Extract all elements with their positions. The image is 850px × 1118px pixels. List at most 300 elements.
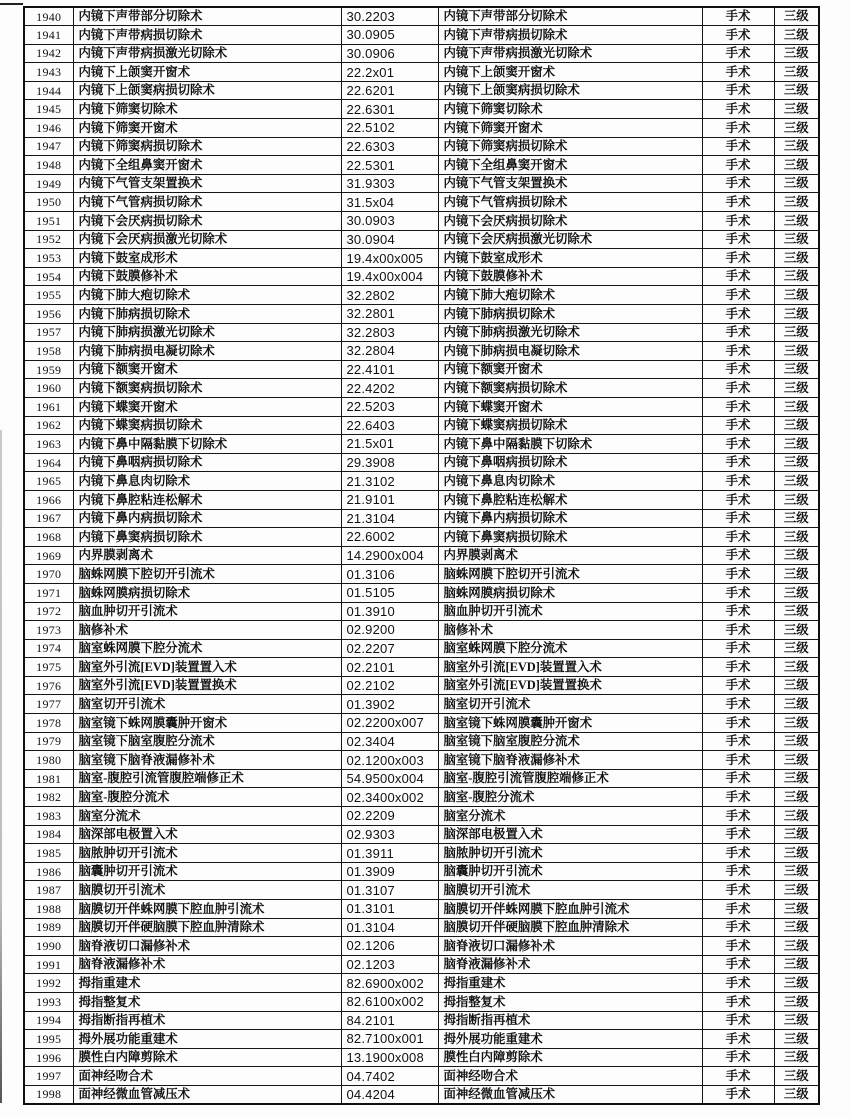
table-row — [24, 63, 819, 82]
table-row — [24, 230, 819, 249]
procedure-name-cell: 内镜下上颌窦开窗术 — [73, 63, 341, 82]
table-row — [24, 676, 819, 695]
level-cell: 三级 — [774, 230, 819, 249]
procedure-table-body — [24, 7, 819, 1104]
category-cell: 手术 — [702, 1011, 774, 1030]
procedure-name-cell: 面神经微血管减压术 — [73, 1085, 341, 1104]
category-cell: 手术 — [702, 658, 774, 677]
level-cell: 三级 — [774, 342, 819, 361]
procedure-name-cell: 内镜下全组鼻窦开窗术 — [73, 156, 341, 175]
category-cell: 手术 — [702, 286, 774, 305]
row-number-cell: 1993 — [24, 992, 73, 1011]
row-number-cell: 1960 — [24, 379, 73, 398]
procedure-code-cell: 22.6201 — [341, 81, 438, 100]
procedure-code-cell: 82.7100x001 — [341, 1030, 438, 1049]
category-cell: 手术 — [702, 509, 774, 528]
table-row — [24, 844, 819, 863]
procedure-name-cell: 拇指重建术 — [73, 974, 341, 993]
table-row — [24, 156, 819, 175]
procedure-code-cell: 02.2200x007 — [341, 714, 438, 733]
procedure-name-repeat-cell: 内镜下气管支架置换术 — [438, 174, 702, 193]
table-row — [24, 193, 819, 212]
row-number-cell: 1977 — [24, 695, 73, 714]
procedure-name-repeat-cell: 拇指断指再植术 — [438, 1011, 702, 1030]
category-cell: 手术 — [702, 621, 774, 640]
procedure-name-repeat-cell: 内镜下全组鼻窦开窗术 — [438, 156, 702, 175]
row-number-cell: 1971 — [24, 583, 73, 602]
scan-artifact-top-line — [0, 3, 23, 5]
procedure-code-cell: 32.2803 — [341, 323, 438, 342]
level-cell: 三级 — [774, 583, 819, 602]
row-number-cell: 1976 — [24, 676, 73, 695]
procedure-code-cell: 29.3908 — [341, 453, 438, 472]
table-row — [24, 602, 819, 621]
level-cell: 三级 — [774, 900, 819, 919]
procedure-code-cell: 04.4204 — [341, 1085, 438, 1104]
procedure-code-cell: 13.1900x008 — [341, 1048, 438, 1067]
row-number-cell: 1988 — [24, 900, 73, 919]
level-cell: 三级 — [774, 44, 819, 63]
procedure-name-cell: 内镜下上颌窦病损切除术 — [73, 81, 341, 100]
procedure-name-repeat-cell: 脑室切开引流术 — [438, 695, 702, 714]
category-cell: 手术 — [702, 881, 774, 900]
table-row — [24, 26, 819, 45]
category-cell: 手术 — [702, 156, 774, 175]
procedure-name-cell: 脑室镜下脑脊液漏修补术 — [73, 751, 341, 770]
procedure-name-cell: 内镜下肺大疱切除术 — [73, 286, 341, 305]
category-cell: 手术 — [702, 565, 774, 584]
level-cell: 三级 — [774, 453, 819, 472]
procedure-code-cell: 01.3107 — [341, 881, 438, 900]
row-number-cell: 1967 — [24, 509, 73, 528]
table-row — [24, 769, 819, 788]
table-row — [24, 323, 819, 342]
procedure-name-cell: 内镜下蝶窦开窗术 — [73, 397, 341, 416]
procedure-code-cell: 01.3106 — [341, 565, 438, 584]
table-row — [24, 174, 819, 193]
procedure-name-cell: 脑囊肿切开引流术 — [73, 862, 341, 881]
procedure-name-repeat-cell: 内镜下鼓室成形术 — [438, 249, 702, 268]
procedure-name-repeat-cell: 拇指重建术 — [438, 974, 702, 993]
level-cell: 三级 — [774, 435, 819, 454]
category-cell: 手术 — [702, 435, 774, 454]
procedure-name-repeat-cell: 膜性白内障剪除术 — [438, 1048, 702, 1067]
level-cell: 三级 — [774, 714, 819, 733]
row-number-cell: 1998 — [24, 1085, 73, 1104]
row-number-cell: 1940 — [24, 7, 73, 26]
procedure-name-cell: 脑蛛网膜病损切除术 — [73, 583, 341, 602]
procedure-name-repeat-cell: 内镜下额窦病损切除术 — [438, 379, 702, 398]
procedure-code-cell: 02.1206 — [341, 937, 438, 956]
row-number-cell: 1973 — [24, 621, 73, 640]
level-cell: 三级 — [774, 193, 819, 212]
procedure-name-repeat-cell: 面神经微血管减压术 — [438, 1085, 702, 1104]
procedure-name-repeat-cell: 脑脓肿切开引流术 — [438, 844, 702, 863]
row-number-cell: 1964 — [24, 453, 73, 472]
procedure-name-cell: 脑深部电极置入术 — [73, 825, 341, 844]
level-cell: 三级 — [774, 844, 819, 863]
row-number-cell: 1951 — [24, 212, 73, 231]
table-row — [24, 1067, 819, 1086]
category-cell: 手术 — [702, 937, 774, 956]
category-cell: 手术 — [702, 788, 774, 807]
category-cell: 手术 — [702, 583, 774, 602]
procedure-name-cell: 脑室外引流[EVD]装置置入术 — [73, 658, 341, 677]
table-row — [24, 825, 819, 844]
procedure-code-cell: 02.2101 — [341, 658, 438, 677]
procedure-name-repeat-cell: 脑膜切开伴硬脑膜下腔血肿清除术 — [438, 918, 702, 937]
procedure-name-cell: 内镜下会厌病损切除术 — [73, 212, 341, 231]
scan-artifact-left-edge — [0, 430, 2, 1103]
level-cell: 三级 — [774, 546, 819, 565]
level-cell: 三级 — [774, 788, 819, 807]
procedure-code-cell: 82.6900x002 — [341, 974, 438, 993]
row-number-cell: 1970 — [24, 565, 73, 584]
category-cell: 手术 — [702, 955, 774, 974]
table-row — [24, 7, 819, 26]
procedure-name-cell: 内镜下声带病损切除术 — [73, 26, 341, 45]
procedure-name-repeat-cell: 脑蛛网膜下腔切开引流术 — [438, 565, 702, 584]
category-cell: 手术 — [702, 714, 774, 733]
procedure-code-cell: 22.2x01 — [341, 63, 438, 82]
row-number-cell: 1996 — [24, 1048, 73, 1067]
table-row — [24, 267, 819, 286]
procedure-name-repeat-cell: 脑室镜下蛛网膜囊肿开窗术 — [438, 714, 702, 733]
level-cell: 三级 — [774, 881, 819, 900]
level-cell: 三级 — [774, 1067, 819, 1086]
category-cell: 手术 — [702, 602, 774, 621]
procedure-code-cell: 30.0906 — [341, 44, 438, 63]
table-row — [24, 621, 819, 640]
row-number-cell: 1987 — [24, 881, 73, 900]
procedure-name-cell: 脑室镜下蛛网膜囊肿开窗术 — [73, 714, 341, 733]
category-cell: 手术 — [702, 1085, 774, 1104]
procedure-table — [23, 6, 820, 1105]
table-row — [24, 714, 819, 733]
table-row — [24, 100, 819, 119]
procedure-code-cell: 21.9101 — [341, 490, 438, 509]
procedure-code-cell: 31.5x04 — [341, 193, 438, 212]
category-cell: 手术 — [702, 974, 774, 993]
procedure-code-cell: 22.6403 — [341, 416, 438, 435]
table-row — [24, 1048, 819, 1067]
procedure-code-cell: 02.2209 — [341, 807, 438, 826]
row-number-cell: 1978 — [24, 714, 73, 733]
table-row — [24, 937, 819, 956]
row-number-cell: 1982 — [24, 788, 73, 807]
row-number-cell: 1946 — [24, 119, 73, 138]
procedure-code-cell: 22.6303 — [341, 137, 438, 156]
row-number-cell: 1968 — [24, 528, 73, 547]
procedure-name-repeat-cell: 内镜下筛窦开窗术 — [438, 119, 702, 138]
category-cell: 手术 — [702, 174, 774, 193]
procedure-name-repeat-cell: 拇外展功能重建术 — [438, 1030, 702, 1049]
procedure-name-cell: 内镜下鼓室成形术 — [73, 249, 341, 268]
row-number-cell: 1956 — [24, 305, 73, 324]
procedure-code-cell: 02.3400x002 — [341, 788, 438, 807]
procedure-code-cell: 22.4101 — [341, 360, 438, 379]
category-cell: 手术 — [702, 100, 774, 119]
level-cell: 三级 — [774, 955, 819, 974]
level-cell: 三级 — [774, 751, 819, 770]
category-cell: 手术 — [702, 844, 774, 863]
category-cell: 手术 — [702, 1048, 774, 1067]
level-cell: 三级 — [774, 100, 819, 119]
procedure-name-cell: 脑室分流术 — [73, 807, 341, 826]
procedure-code-cell: 21.3104 — [341, 509, 438, 528]
category-cell: 手术 — [702, 472, 774, 491]
row-number-cell: 1981 — [24, 769, 73, 788]
category-cell: 手术 — [702, 416, 774, 435]
table-row — [24, 992, 819, 1011]
table-row — [24, 119, 819, 138]
procedure-name-cell: 脑室镜下脑室腹腔分流术 — [73, 732, 341, 751]
procedure-code-cell: 01.3902 — [341, 695, 438, 714]
table-row — [24, 490, 819, 509]
level-cell: 三级 — [774, 212, 819, 231]
level-cell: 三级 — [774, 769, 819, 788]
procedure-code-cell: 54.9500x004 — [341, 769, 438, 788]
procedure-name-repeat-cell: 内镜下蝶窦开窗术 — [438, 397, 702, 416]
level-cell: 三级 — [774, 862, 819, 881]
level-cell: 三级 — [774, 397, 819, 416]
procedure-name-cell: 面神经吻合术 — [73, 1067, 341, 1086]
procedure-code-cell: 02.9303 — [341, 825, 438, 844]
procedure-name-repeat-cell: 脑蛛网膜病损切除术 — [438, 583, 702, 602]
level-cell: 三级 — [774, 1048, 819, 1067]
procedure-name-cell: 内镜下筛窦病损切除术 — [73, 137, 341, 156]
row-number-cell: 1957 — [24, 323, 73, 342]
procedure-name-cell: 脑修补术 — [73, 621, 341, 640]
row-number-cell: 1965 — [24, 472, 73, 491]
category-cell: 手术 — [702, 676, 774, 695]
procedure-name-cell: 内镜下鼓膜修补术 — [73, 267, 341, 286]
table-row — [24, 862, 819, 881]
level-cell: 三级 — [774, 286, 819, 305]
category-cell: 手术 — [702, 305, 774, 324]
level-cell: 三级 — [774, 137, 819, 156]
row-number-cell: 1944 — [24, 81, 73, 100]
level-cell: 三级 — [774, 323, 819, 342]
level-cell: 三级 — [774, 1030, 819, 1049]
procedure-code-cell: 19.4x00x004 — [341, 267, 438, 286]
procedure-name-repeat-cell: 内镜下声带病损切除术 — [438, 26, 702, 45]
category-cell: 手术 — [702, 26, 774, 45]
procedure-name-repeat-cell: 内镜下肺病损电凝切除术 — [438, 342, 702, 361]
procedure-code-cell: 31.9303 — [341, 174, 438, 193]
procedure-name-cell: 内镜下鼻腔粘连松解术 — [73, 490, 341, 509]
procedure-name-cell: 脑膜切开引流术 — [73, 881, 341, 900]
level-cell: 三级 — [774, 416, 819, 435]
procedure-name-repeat-cell: 脑血肿切开引流术 — [438, 602, 702, 621]
table-row — [24, 565, 819, 584]
table-row — [24, 732, 819, 751]
level-cell: 三级 — [774, 26, 819, 45]
level-cell: 三级 — [774, 602, 819, 621]
procedure-code-cell: 22.5102 — [341, 119, 438, 138]
procedure-name-repeat-cell: 内镜下肺病损切除术 — [438, 305, 702, 324]
level-cell: 三级 — [774, 81, 819, 100]
table-row — [24, 137, 819, 156]
procedure-name-repeat-cell: 脑室蛛网膜下腔分流术 — [438, 639, 702, 658]
category-cell: 手术 — [702, 825, 774, 844]
row-number-cell: 1945 — [24, 100, 73, 119]
level-cell: 三级 — [774, 305, 819, 324]
procedure-code-cell: 22.6002 — [341, 528, 438, 547]
procedure-code-cell: 32.2804 — [341, 342, 438, 361]
row-number-cell: 1969 — [24, 546, 73, 565]
row-number-cell: 1962 — [24, 416, 73, 435]
level-cell: 三级 — [774, 509, 819, 528]
procedure-code-cell: 32.2801 — [341, 305, 438, 324]
category-cell: 手术 — [702, 81, 774, 100]
procedure-code-cell: 22.6301 — [341, 100, 438, 119]
table-row — [24, 1085, 819, 1104]
level-cell: 三级 — [774, 528, 819, 547]
level-cell: 三级 — [774, 992, 819, 1011]
table-row — [24, 1011, 819, 1030]
level-cell: 三级 — [774, 379, 819, 398]
row-number-cell: 1942 — [24, 44, 73, 63]
table-row — [24, 807, 819, 826]
table-row — [24, 212, 819, 231]
procedure-code-cell: 01.3101 — [341, 900, 438, 919]
procedure-name-repeat-cell: 内镜下上颌窦开窗术 — [438, 63, 702, 82]
procedure-code-cell: 04.7402 — [341, 1067, 438, 1086]
procedure-code-cell: 01.3910 — [341, 602, 438, 621]
procedure-name-repeat-cell: 脑室分流术 — [438, 807, 702, 826]
level-cell: 三级 — [774, 565, 819, 584]
category-cell: 手术 — [702, 212, 774, 231]
category-cell: 手术 — [702, 992, 774, 1011]
row-number-cell: 1994 — [24, 1011, 73, 1030]
table-row — [24, 881, 819, 900]
row-number-cell: 1995 — [24, 1030, 73, 1049]
procedure-name-cell: 拇指整复术 — [73, 992, 341, 1011]
procedure-name-cell: 内镜下鼻息肉切除术 — [73, 472, 341, 491]
category-cell: 手术 — [702, 193, 774, 212]
table-row — [24, 509, 819, 528]
table-row — [24, 342, 819, 361]
category-cell: 手术 — [702, 379, 774, 398]
level-cell: 三级 — [774, 639, 819, 658]
row-number-cell: 1985 — [24, 844, 73, 863]
procedure-name-repeat-cell: 脑室外引流[EVD]装置置入术 — [438, 658, 702, 677]
procedure-code-cell: 84.2101 — [341, 1011, 438, 1030]
category-cell: 手术 — [702, 397, 774, 416]
category-cell: 手术 — [702, 119, 774, 138]
category-cell: 手术 — [702, 918, 774, 937]
procedure-name-cell: 拇外展功能重建术 — [73, 1030, 341, 1049]
procedure-code-cell: 30.0903 — [341, 212, 438, 231]
row-number-cell: 1955 — [24, 286, 73, 305]
category-cell: 手术 — [702, 490, 774, 509]
procedure-name-repeat-cell: 内镜下筛窦病损切除术 — [438, 137, 702, 156]
level-cell: 三级 — [774, 7, 819, 26]
procedure-name-repeat-cell: 脑室-腹腔分流术 — [438, 788, 702, 807]
table-row — [24, 435, 819, 454]
procedure-name-cell: 脑室蛛网膜下腔分流术 — [73, 639, 341, 658]
procedure-name-repeat-cell: 内镜下鼻咽病损切除术 — [438, 453, 702, 472]
row-number-cell: 1989 — [24, 918, 73, 937]
procedure-name-cell: 内界膜剥离术 — [73, 546, 341, 565]
row-number-cell: 1947 — [24, 137, 73, 156]
level-cell: 三级 — [774, 472, 819, 491]
table-row — [24, 918, 819, 937]
table-row — [24, 528, 819, 547]
procedure-name-repeat-cell: 脑修补术 — [438, 621, 702, 640]
procedure-name-cell: 脑血肿切开引流术 — [73, 602, 341, 621]
row-number-cell: 1952 — [24, 230, 73, 249]
table-row — [24, 900, 819, 919]
category-cell: 手术 — [702, 546, 774, 565]
procedure-code-cell: 22.5301 — [341, 156, 438, 175]
row-number-cell: 1948 — [24, 156, 73, 175]
table-row — [24, 453, 819, 472]
procedure-name-repeat-cell: 内镜下鼻内病损切除术 — [438, 509, 702, 528]
procedure-name-cell: 内镜下气管病损切除术 — [73, 193, 341, 212]
row-number-cell: 1975 — [24, 658, 73, 677]
row-number-cell: 1959 — [24, 360, 73, 379]
level-cell: 三级 — [774, 360, 819, 379]
row-number-cell: 1954 — [24, 267, 73, 286]
procedure-name-repeat-cell: 脑脊液漏修补术 — [438, 955, 702, 974]
table-row — [24, 472, 819, 491]
procedure-name-repeat-cell: 脑室镜下脑室腹腔分流术 — [438, 732, 702, 751]
table-row — [24, 955, 819, 974]
level-cell: 三级 — [774, 621, 819, 640]
row-number-cell: 1974 — [24, 639, 73, 658]
procedure-name-repeat-cell: 脑膜切开伴蛛网膜下腔血肿引流术 — [438, 900, 702, 919]
procedure-name-cell: 脑室切开引流术 — [73, 695, 341, 714]
procedure-name-repeat-cell: 脑室-腹腔引流管腹腔端修正术 — [438, 769, 702, 788]
procedure-name-repeat-cell: 脑深部电极置入术 — [438, 825, 702, 844]
procedure-name-cell: 内镜下筛窦开窗术 — [73, 119, 341, 138]
category-cell: 手术 — [702, 453, 774, 472]
category-cell: 手术 — [702, 1030, 774, 1049]
procedure-name-repeat-cell: 拇指整复术 — [438, 992, 702, 1011]
row-number-cell: 1992 — [24, 974, 73, 993]
level-cell: 三级 — [774, 174, 819, 193]
row-number-cell: 1986 — [24, 862, 73, 881]
procedure-code-cell: 02.1203 — [341, 955, 438, 974]
category-cell: 手术 — [702, 249, 774, 268]
procedure-name-cell: 内镜下肺病损激光切除术 — [73, 323, 341, 342]
row-number-cell: 1949 — [24, 174, 73, 193]
level-cell: 三级 — [774, 918, 819, 937]
row-number-cell: 1979 — [24, 732, 73, 751]
procedure-name-repeat-cell: 面神经吻合术 — [438, 1067, 702, 1086]
procedure-code-cell: 02.1200x003 — [341, 751, 438, 770]
level-cell: 三级 — [774, 658, 819, 677]
row-number-cell: 1966 — [24, 490, 73, 509]
procedure-name-cell: 内镜下肺病损切除术 — [73, 305, 341, 324]
table-row — [24, 546, 819, 565]
table-row — [24, 44, 819, 63]
level-cell: 三级 — [774, 249, 819, 268]
table-row — [24, 788, 819, 807]
table-row — [24, 751, 819, 770]
procedure-code-cell: 02.9200 — [341, 621, 438, 640]
procedure-name-repeat-cell: 脑室镜下脑脊液漏修补术 — [438, 751, 702, 770]
table-row — [24, 305, 819, 324]
procedure-code-cell: 21.5x01 — [341, 435, 438, 454]
table-row — [24, 249, 819, 268]
procedure-name-repeat-cell: 内镜下额窦开窗术 — [438, 360, 702, 379]
procedure-code-cell: 21.3102 — [341, 472, 438, 491]
procedure-name-cell: 内镜下肺病损电凝切除术 — [73, 342, 341, 361]
category-cell: 手术 — [702, 267, 774, 286]
